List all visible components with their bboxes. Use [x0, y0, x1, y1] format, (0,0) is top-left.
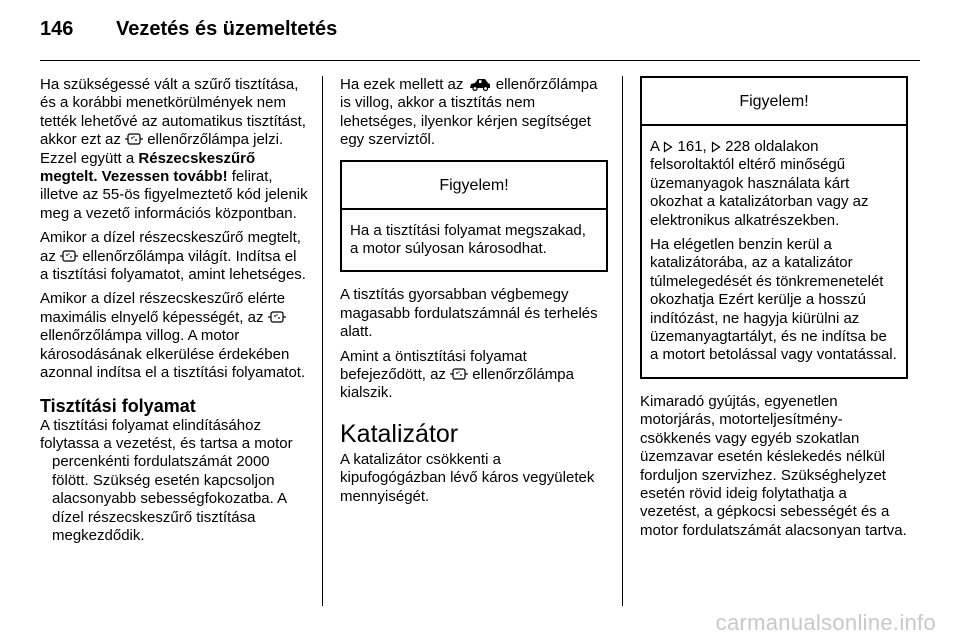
paragraph-hanging: folytassa a vezetést, és tartsa a motor percenkénti fordulatszámát 2000 fölött. Szükség esetén kapcsoljon alacsonyabb sebességfokozatba. A dízel részecskeszűrő tisztítása megkezdődik. — [40, 434, 293, 544]
page-number: 146 — [40, 18, 74, 40]
page-title: Vezetés és üzemeltetés — [116, 18, 338, 40]
warning-box — [340, 160, 608, 273]
watermark: carmanualsonline.info — [715, 610, 936, 635]
section-heading: Tisztítási folyamat — [40, 395, 196, 416]
diesel-particulate-filter-icon — [450, 367, 468, 381]
column-separator-2 — [622, 76, 623, 606]
paragraph: A katalizátor csökkenti a kipufogógázban lévő káros vegyületek mennyiségét. — [340, 450, 595, 505]
paragraph: Amikor a dízel részecskeszűrő megtelt, az ellenőrzőlámpa világít. Indítsa el a tisztítási folyamatot, amint lehetséges. — [40, 229, 306, 284]
column-2 — [340, 76, 608, 512]
column-separator-1 — [322, 76, 323, 606]
page-header — [40, 12, 920, 52]
warning-text: A 161, 228 oldalakon felsoroltaktól eltérő minőségű üzemanyagok használata kárt okozhat a katalizátorban vagy az elektronikus alkatrészekben. — [650, 138, 869, 229]
paragraph: Amikor a dízel részecskeszűrő elérte maximális elnyelő képességét, az ellenőrzőlámpa villog. A motor károsodásának elkerülése érdekében azonnal indítsa el a tisztítási folyamatot. — [40, 290, 306, 382]
warning-title: Figyelem! — [342, 162, 606, 210]
paragraph: Ha ezek mellett az ellenőrzőlámpa is villog, akkor a tisztítás nem lehetséges, ilyenkor kérjen segítséget egy szerviztől. — [340, 76, 598, 149]
page-reference-triangle-icon — [663, 141, 673, 153]
header-rule — [40, 60, 920, 61]
check-engine-car-icon — [468, 77, 492, 91]
paragraph: Ha szükségessé vált a szűrő tisztítása, és a korábbi menetkörülmények nem tették lehetővé az automatikus tisztítást, akkor ezt az ellenőrzőlámpa jelzi. Ezzel együtt a Részecskeszűrő megtelt. Vezessen tovább! felirat, illetve az 55-ös figyelmeztető kód jelenik meg a vezető információs központban. — [40, 76, 308, 222]
column-3 — [640, 76, 908, 546]
paragraph: Kimaradó gyújtás, egyenetlen motorjárás, motorteljesítmény-csökkenés vagy egyéb szokatlan üzemzavar esetén késlekedés nélkül forduljon szervizhez. Szükséghelyzet esetén rövid ideig folytathatja a vezetést, a gépkocsi sebességét és a motor fordulatszámát alacsonyan tartva. — [640, 392, 907, 539]
diesel-particulate-filter-icon — [125, 132, 143, 146]
paragraph-first-line: A tisztítási folyamat elindításához — [40, 416, 261, 434]
page-reference-triangle-icon — [711, 141, 721, 153]
paragraph: Amint a öntisztítási folyamat befejeződött, az ellenőrzőlámpa kialszik. — [340, 347, 574, 402]
warning-title: Figyelem! — [642, 78, 906, 126]
column-1 — [40, 76, 308, 551]
section-heading: Katalizátor — [340, 419, 459, 448]
diesel-particulate-filter-icon — [268, 310, 286, 324]
warning-text: Ha elégetlen benzin kerül a katalizátorába, az a katalizátor túlmelegedését és tönkremenetelét okozhatja Ezért kerülje a hosszú indítózást, ne hagyja kiürülni az üzemanyagtartályt, és ne indítsa be a motort betolással vagy vontatással. — [650, 236, 897, 364]
diesel-particulate-filter-icon — [60, 249, 78, 263]
paragraph: A tisztítás gyorsabban végbemegy magasabb fordulatszámnál és terhelés alatt. — [340, 286, 598, 341]
warning-text: Ha a tisztítási folyamat megszakad, a motor súlyosan károsodhat. — [350, 221, 586, 258]
warning-box — [640, 76, 908, 379]
